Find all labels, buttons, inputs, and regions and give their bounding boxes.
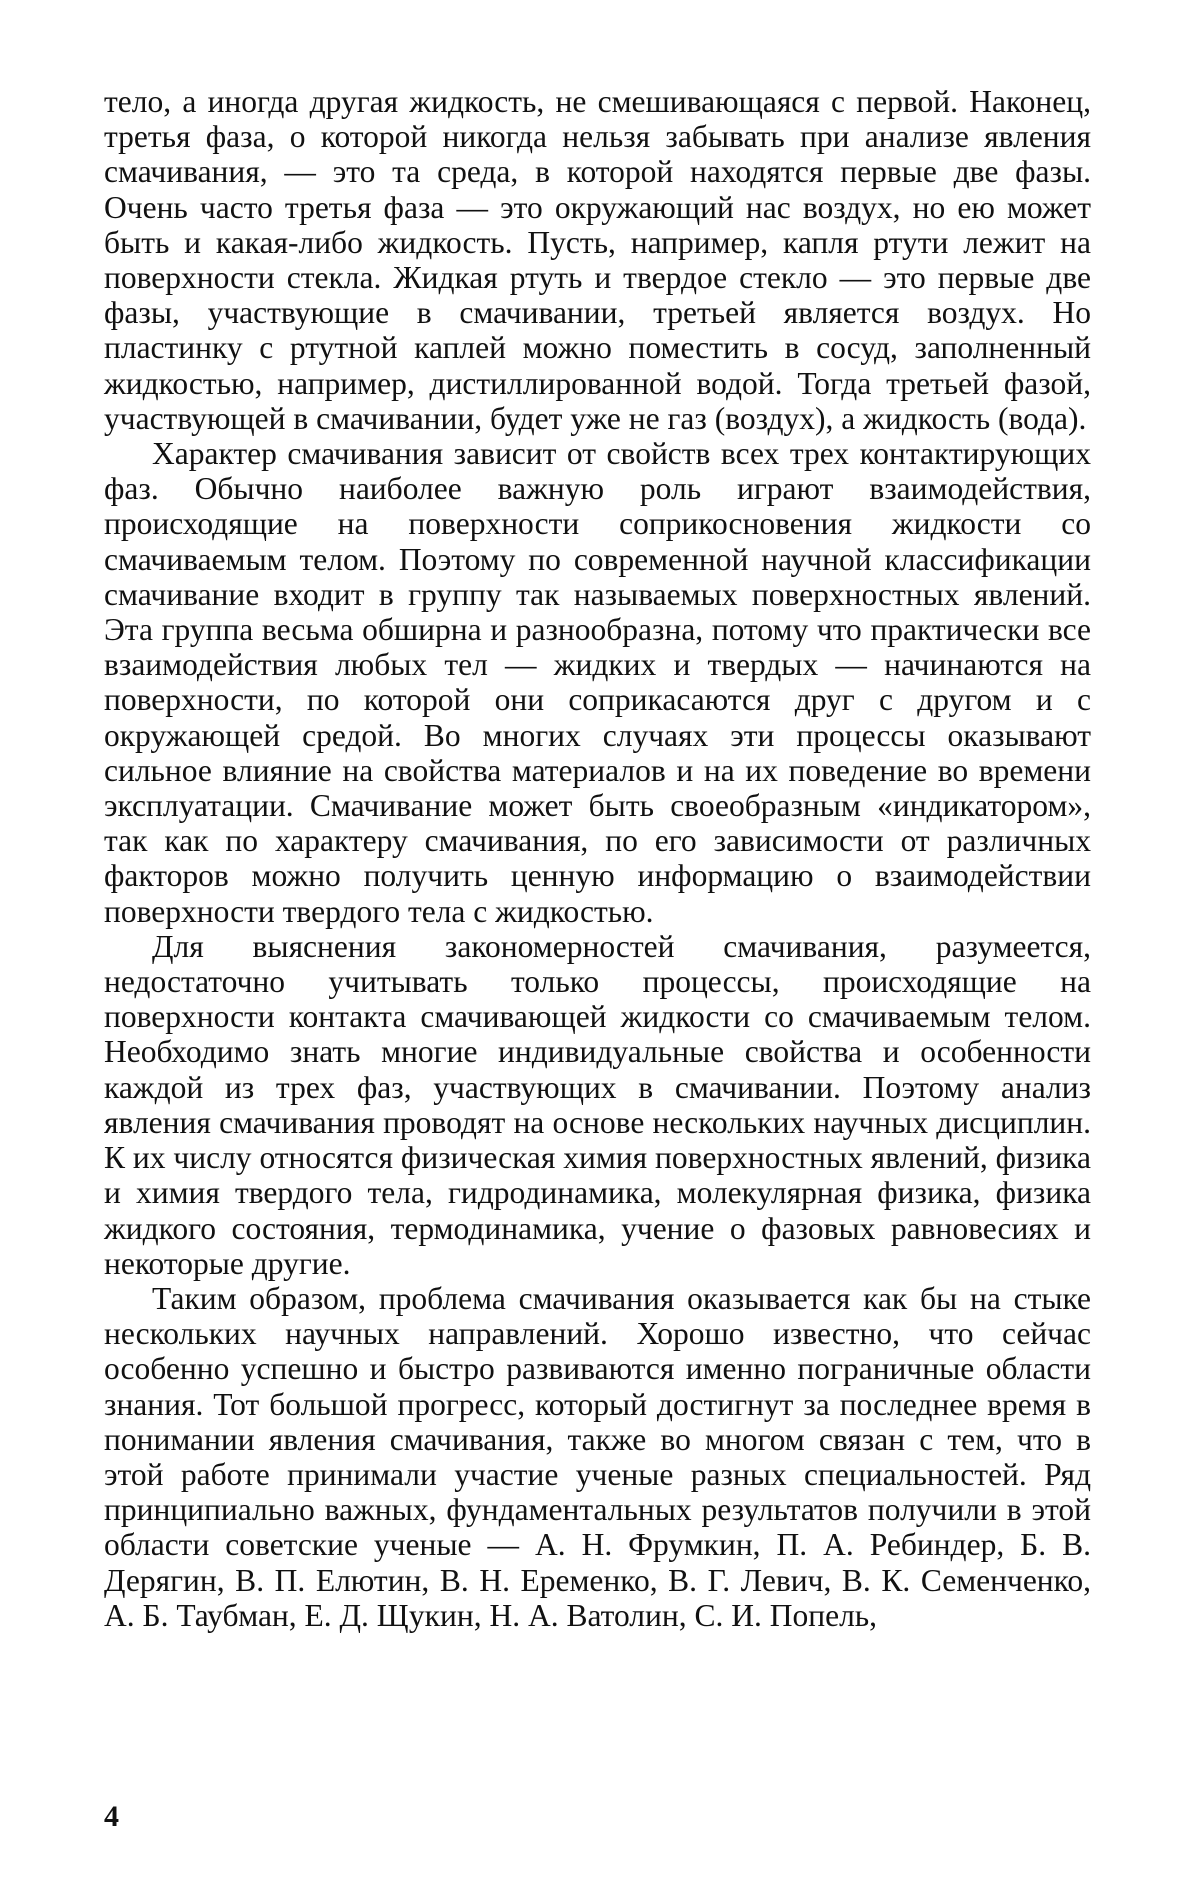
page-number: 4 <box>104 1800 119 1833</box>
paragraph-continuation: тело, а иногда другая жидкость, не смешивающаяся с первой. Наконец, третья фаза, о которой никогда нельзя забывать при анализе явления смачивания, — это та среда, в которой находятся первые две фазы. Очень часто третья фаза — это окружающий нас воздух, но ею может быть и какая-либо жидкость. Пусть, например, капля ртути лежит на поверхности стекла. Жидкая ртуть и твердое стекло — это первые две фазы, участвующие в смачивании, третьей является воздух. Но пластинку с ртутной каплей можно поместить в сосуд, заполненный жидкостью, например, дистиллированной водой. Тогда третьей фазой, участвующей в смачивании, будет уже не газ (воздух), а жидкость (вода). <box>104 84 1091 436</box>
paragraph-wetting-laws: Для выяснения закономерностей смачивания, разумеется, недостаточно учитывать только процессы, происходящие на поверхности контакта смачивающей жидкости со смачиваемым телом. Необходимо знать многие индивидуальные свойства и особенности каждой из трех фаз, участвующих в смачивании. Поэтому анализ явления смачивания проводят на основе нескольких научных дисциплин. К их числу относятся физическая химия поверхностных явлений, физика и химия твердого тела, гидродинамика, молекулярная физика, физика жидкого состояния, термодинамика, учение о фазовых равновесиях и некоторые другие. <box>104 928 1091 1281</box>
paragraph-wetting-problem: Таким образом, проблема смачивания оказывается как бы на стыке нескольких научных направлений. Хорошо известно, что сейчас особенно успешно и быстро развиваются именно пограничные области знания. Тот большой прогресс, который достигнут за последнее время в понимании явления смачивания, также во многом связан с тем, что в этой работе принимали участие ученые разных специальностей. Ряд принципиально важных, фундаментальных результатов получили в этой области советские ученые — А. Н. Фрумкин, П. А. Ребиндер, Б. В. Дерягин, В. П. Елютин, В. Н. Еременко, В. Г. Левич, В. К. Семенченко, А. Б. Таубман, Е. Д. Щукин, Н. А. Ватолин, С. И. Попель, <box>104 1280 1091 1633</box>
paragraph-wetting-character: Характер смачивания зависит от свойств всех трех контактирующих фаз. Обычно наиболее важную роль играют взаимодействия, происходящие на поверхности соприкосновения жидкости со смачиваемым телом. Поэтому по современной научной классификации смачивание входит в группу так называемых поверхностных явлений. Эта группа весьма обширна и разнообразна, потому что практически все взаимодействия любых тел — жидких и твердых — начинаются на поверхности, по которой они соприкасаются друг с другом и с окружающей средой. Во многих случаях эти процессы оказывают сильное влияние на свойства материалов и на их поведение во времени эксплуатации. Смачивание может быть своеобразным «индикатором», так как по характеру смачивания, по его зависимости от различных факторов можно получить ценную информацию о взаимодействии поверхности твердого тела с жидкостью. <box>104 436 1091 929</box>
page-body <box>104 84 1091 1633</box>
